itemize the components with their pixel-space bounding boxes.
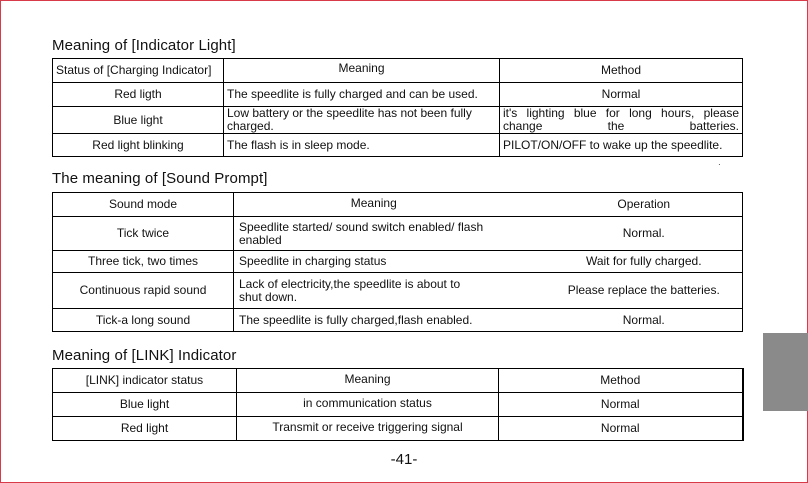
sound-cell: Tick-a long sound — [53, 309, 234, 332]
side-tab-marker — [763, 333, 808, 411]
header-cell: Meaning — [224, 59, 500, 83]
sound-cell: Three tick, two times — [53, 251, 234, 273]
sound-prompt-table — [52, 192, 743, 332]
table-row — [53, 83, 743, 107]
method-cell: Normal — [500, 83, 743, 107]
meaning-cell: Speedlite started/ sound switch enabled/ flash enabled — [234, 217, 489, 251]
table-row — [53, 309, 743, 332]
table-row — [53, 393, 743, 417]
link-indicator-table — [52, 368, 744, 441]
method-cell: Normal — [499, 417, 743, 441]
table-row — [53, 134, 743, 157]
table-row — [53, 107, 743, 134]
header-cell: Meaning — [234, 193, 489, 217]
page-number: -41- — [390, 451, 418, 468]
operation-cell: Normal. — [489, 217, 743, 251]
section-title-sound-prompt: The meaning of [Sound Prompt] — [52, 170, 268, 187]
method-cell: it's lighting blue for long hours, please change the batteries. — [500, 107, 743, 134]
meaning-cell: in communication status — [237, 393, 499, 417]
meaning-cell: Speedlite in charging status — [234, 251, 489, 273]
status-cell: Red light — [53, 417, 237, 441]
meaning-cell: The speedlite is fully charged,flash enabled. — [234, 309, 489, 332]
status-cell: Red ligth — [53, 83, 224, 107]
table-row — [53, 251, 743, 273]
table-header-row — [53, 193, 743, 217]
method-cell: PILOT/ON/OFF to wake up the speedlite. — [500, 134, 743, 157]
status-cell: Blue light — [53, 107, 224, 134]
header-cell: [LINK] indicator status — [53, 369, 237, 393]
header-cell: Status of [Charging Indicator] — [53, 59, 224, 83]
meaning-cell: The flash is in sleep mode. — [224, 134, 500, 157]
meaning-cell: The speedlite is fully charged and can be used. — [224, 83, 500, 107]
operation-cell: Normal. — [489, 309, 743, 332]
status-cell: Blue light — [53, 393, 237, 417]
status-cell: Red light blinking — [53, 134, 224, 157]
table-row — [53, 417, 743, 441]
meaning-cell: Low battery or the speedlite has not been fully charged. — [224, 107, 500, 134]
table-row — [53, 217, 743, 251]
section-title-indicator-light: Meaning of [Indicator Light] — [52, 37, 236, 54]
table-header-row — [53, 369, 743, 393]
method-cell: Normal — [499, 393, 743, 417]
sound-cell: Tick twice — [53, 217, 234, 251]
indicator-light-table — [52, 58, 743, 157]
stray-mark: · — [718, 160, 721, 169]
header-cell: Method — [500, 59, 743, 83]
table-row — [53, 273, 743, 309]
operation-cell: Please replace the batteries. — [489, 273, 743, 309]
meaning-cell: Transmit or receive triggering signal — [237, 417, 499, 441]
section-title-link-indicator: Meaning of [LINK] Indicator — [52, 347, 237, 364]
header-cell: Method — [499, 369, 743, 393]
meaning-cell: Lack of electricity,the speedlite is about to shut down. — [234, 273, 489, 309]
table-header-row — [53, 59, 743, 83]
operation-cell: Wait for fully charged. — [489, 251, 743, 273]
header-cell: Sound mode — [53, 193, 234, 217]
header-cell: Operation — [489, 193, 743, 217]
sound-cell: Continuous rapid sound — [53, 273, 234, 309]
header-cell: Meaning — [237, 369, 499, 393]
